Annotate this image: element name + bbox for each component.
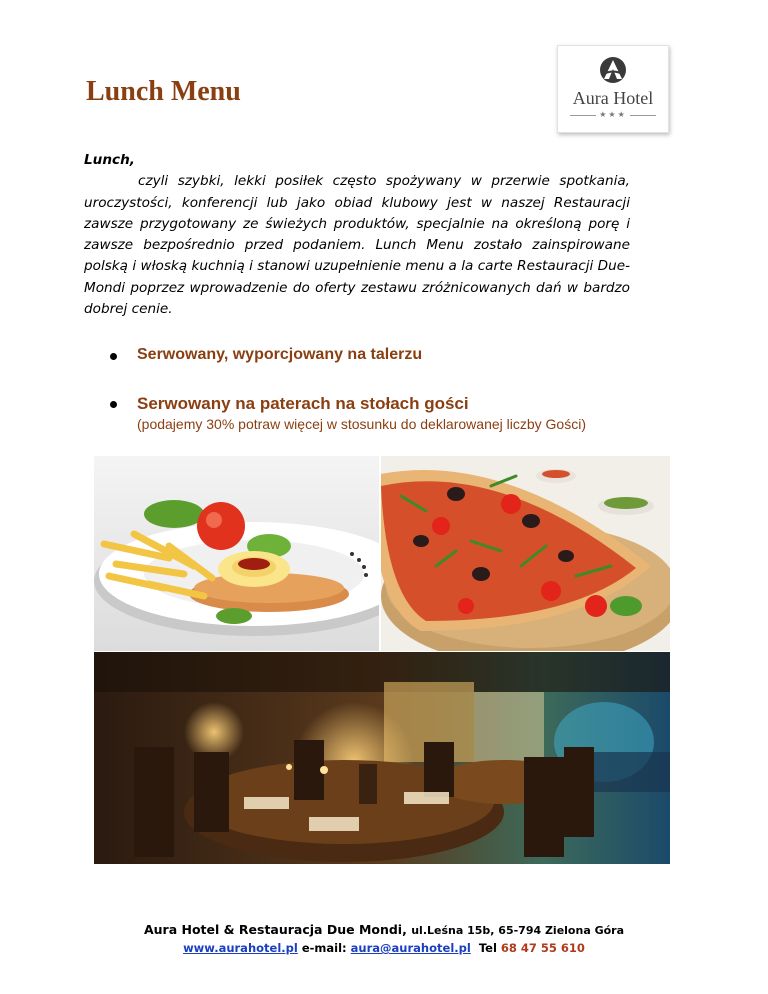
pizza-photo bbox=[381, 456, 670, 651]
footer bbox=[0, 922, 768, 955]
option-title: Serwowany na paterach na stołach gości bbox=[137, 394, 469, 413]
logo-name: Aura Hotel bbox=[572, 88, 654, 108]
company-name: Aura Hotel & Restauracja Due Mondi, bbox=[143, 922, 407, 937]
option-note: (podajemy 30% potraw więcej w stosunku do deklarowanej liczby Gości) bbox=[137, 416, 586, 432]
email-label: e-mail: bbox=[301, 941, 347, 955]
aura-a-icon bbox=[598, 55, 628, 85]
email-link[interactable]: aura@aurahotel.pl bbox=[350, 941, 471, 955]
footer-address-line bbox=[0, 922, 768, 937]
logo-divider bbox=[630, 115, 656, 116]
list-item bbox=[110, 346, 710, 364]
restaurant-interior-photo bbox=[94, 652, 670, 864]
serving-options-list bbox=[110, 346, 710, 432]
page-title: Lunch Menu bbox=[86, 76, 241, 107]
bullet-icon bbox=[110, 401, 117, 408]
bullet-icon bbox=[110, 353, 117, 360]
intro-heading: Lunch, bbox=[84, 152, 135, 168]
tel-number: 68 47 55 610 bbox=[500, 941, 585, 955]
intro-paragraph bbox=[84, 150, 630, 320]
option-title: Serwowany, wyporcjowany na talerzu bbox=[137, 346, 423, 363]
logo-stars: ★★★ bbox=[599, 110, 627, 119]
website-link[interactable]: www.aurahotel.pl bbox=[183, 941, 298, 955]
company-address: ul.Leśna 15b, 65-794 Zielona Góra bbox=[411, 924, 625, 937]
hotel-logo bbox=[557, 45, 669, 133]
footer-contact-line bbox=[0, 941, 768, 955]
list-item bbox=[110, 394, 710, 432]
tel-label: Tel bbox=[478, 941, 497, 955]
intro-body: czyli szybki, lekki posiłek często spożywany w przerwie spotkania, uroczystości, konferencji lub jako obiad klubowy jest w naszej Restauracji zawsze przygotowany ze świeżych produktów, specjalnie na określoną porę i zawsze bezpośrednio przed podaniem. Lunch Menu zostało zainspirowane polską i włoską kuchnią i stanowi uzupełnienie menu a la carte Restauracji Due-Mondi poprzez wprowadzenie do oferty zestawu zróżnicowanych dań w bardzo dobrej cenie. bbox=[84, 173, 630, 318]
plate-dish-photo bbox=[94, 456, 379, 651]
